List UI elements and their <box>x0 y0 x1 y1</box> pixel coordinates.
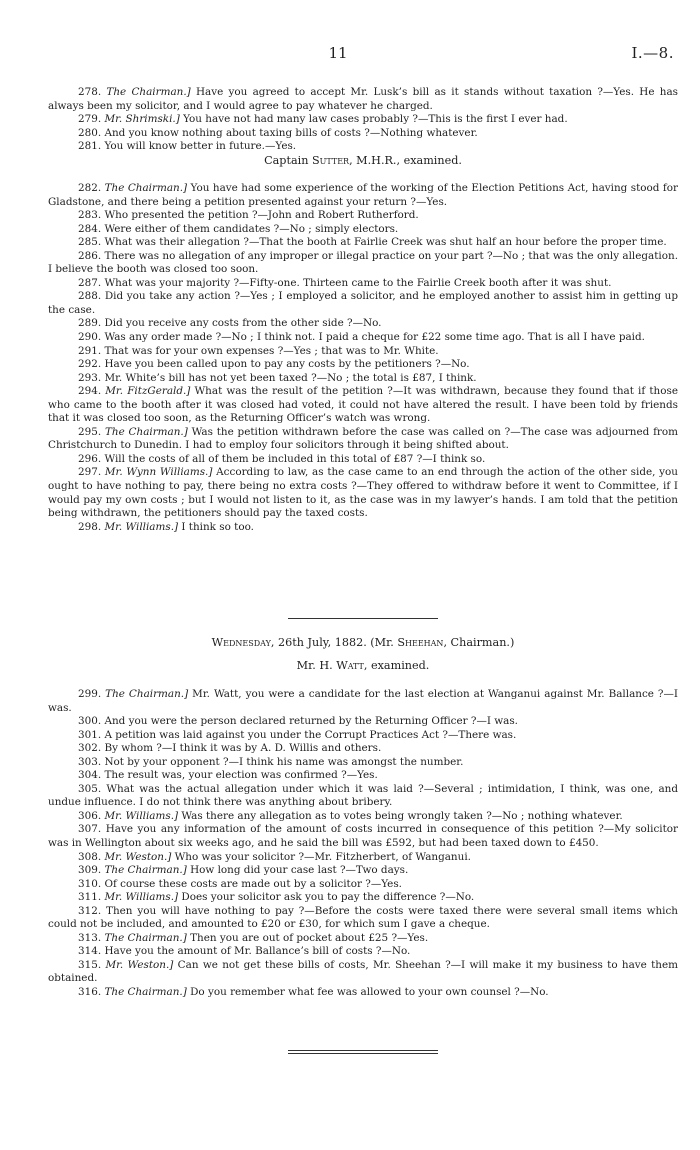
question-number: 311. <box>78 891 102 904</box>
testimony-text: How long did your case last ?—Two days. <box>186 864 409 877</box>
testimony-paragraph <box>48 688 678 715</box>
testimony-paragraph <box>48 86 678 113</box>
question-number: 309. <box>78 864 102 877</box>
testimony-paragraph <box>48 823 678 850</box>
testimony-paragraph <box>48 345 678 359</box>
testimony-paragraph <box>48 959 678 986</box>
question-number: 310. <box>78 877 102 890</box>
testimony-text: Can we not get these bills of costs, Mr. Sheehan ?—I will make it my business to have them obtained. <box>48 958 678 985</box>
testimony-paragraph <box>48 783 678 810</box>
testimony-paragraph <box>48 317 678 331</box>
testimony-section-sutter <box>48 182 678 534</box>
testimony-section-lusk <box>48 86 678 154</box>
testimony-text: What was their allegation ?—That the booth at Fairlie Creek was shut half an hour before the proper time. <box>104 236 667 249</box>
testimony-paragraph <box>48 358 678 372</box>
speaker-name: Mr. Williams.] <box>104 809 179 822</box>
testimony-text: Was the petition withdrawn before the case was called on ?—The case was adjourned from Christchurch to Dunedin. I had to employ four solicitors through it being shifted about. <box>48 425 678 452</box>
testimony-paragraph <box>48 521 678 535</box>
testimony-text: Have you agreed to accept Mr. Lusk’s bill as it stands without taxation ?—Yes. He has always been my solicitor, and I would agree to pay whatever he charged. <box>48 86 678 112</box>
testimony-text: Were either of them candidates ?—No ; simply electors. <box>104 222 399 235</box>
question-number: 297. <box>78 466 102 479</box>
testimony-paragraph <box>48 986 678 1000</box>
session-date-heading: Wednesday, 26th July, 1882. (Mr. Sheehan, Chairman.) <box>211 636 515 649</box>
section-divider-end <box>48 1050 678 1054</box>
question-number: 298. <box>78 520 102 533</box>
question-number: 301. <box>78 728 102 741</box>
testimony-paragraph <box>48 372 678 386</box>
testimony-paragraph <box>48 223 678 237</box>
testimony-paragraph <box>48 905 678 932</box>
testimony-text: Will the costs of all of them be included in this total of £87 ?—I think so. <box>104 452 486 465</box>
testimony-text: That was for your own expenses ?—Yes ; that was to Mr. White. <box>104 344 439 357</box>
testimony-paragraph <box>48 756 678 770</box>
question-number: 294. <box>78 385 102 398</box>
question-number: 292. <box>78 358 102 371</box>
question-number: 286. <box>78 249 102 262</box>
speaker-name: The Chairman.] <box>104 864 187 877</box>
testimony-text: And you know nothing about taxing bills of costs ?—Nothing whatever. <box>104 126 478 139</box>
testimony-text: Did you receive any costs from the other side ?—No. <box>104 317 382 330</box>
testimony-paragraph <box>48 426 678 453</box>
speaker-name: The Chairman.] <box>104 931 187 944</box>
section-divider-1 <box>48 618 678 619</box>
divider-rule <box>288 618 438 619</box>
speaker-name: Mr. Williams.] <box>104 891 179 904</box>
testimony-text: Was any order made ?—No ; I think not. I paid a cheque for £22 some time ago. That is all I have paid. <box>104 331 645 344</box>
testimony-text: You have not had many law cases probably ?—This is the first I ever had. <box>179 113 568 126</box>
testimony-text: What was the actual allegation under which it was laid ?—Several ; intimidation, I think, was one, and undue influence. I do not think there was anything about bribery. <box>48 782 678 809</box>
testimony-paragraph <box>48 891 678 905</box>
testimony-paragraph <box>48 769 678 783</box>
page-number: 11 <box>328 44 348 62</box>
testimony-paragraph <box>48 864 678 878</box>
question-number: 300. <box>78 715 102 728</box>
question-number: 291. <box>78 344 102 357</box>
testimony-text: Then you will have nothing to pay ?—Before the costs were taxed there were several small items which could not be included, and amounted to £20 or £30, for which sum I gave a cheque. <box>48 904 678 931</box>
testimony-paragraph <box>48 742 678 756</box>
testimony-paragraph <box>48 277 678 291</box>
question-number: 285. <box>78 236 102 249</box>
heading-session <box>48 636 678 650</box>
page-header <box>0 44 700 66</box>
testimony-paragraph <box>48 113 678 127</box>
testimony-text: Do you remember what fee was allowed to your own counsel ?—No. <box>186 986 549 999</box>
testimony-paragraph <box>48 127 678 141</box>
speaker-name: The Chairman.] <box>104 986 187 999</box>
question-number: 312. <box>78 904 102 917</box>
testimony-paragraph <box>48 209 678 223</box>
testimony-paragraph <box>48 453 678 467</box>
testimony-text: You have had some experience of the working of the Election Petitions Act, having stood for Gladstone, and there being a petition presented against your return ?—Yes. <box>48 182 678 208</box>
testimony-text: The result was, your election was confirmed ?—Yes. <box>104 769 378 782</box>
testimony-text: What was the result of the petition ?—It was withdrawn, because they found that if those who came to the booth after it was closed had voted, it could not have altered the result. I have been told by friends that it was closed too soon, as the Returning Officer’s watch was wrong. <box>48 385 678 425</box>
question-number: 293. <box>78 371 102 384</box>
testimony-text: According to law, as the case came to an end through the action of the other side, you ought to have nothing to pay, there being no extra costs ?—They offered to withdraw before it went to Committee, if I would pay my own costs ; but I would not listen to it, as the case was in my lawyer’s hands. I am told that the petition being withdrawn, the petitioners should pay the taxed costs. <box>48 466 679 520</box>
question-number: 296. <box>78 452 102 465</box>
question-number: 288. <box>78 290 102 303</box>
testimony-text: What was your majority ?—Fifty-one. Thirteen came to the Fairlie Creek booth after it was shut. <box>104 276 612 289</box>
testimony-text: By whom ?—I think it was by A. D. Willis and others. <box>104 742 382 755</box>
testimony-paragraph <box>48 331 678 345</box>
question-number: 307. <box>78 823 102 836</box>
witness-heading-watt: Mr. H. Watt, examined. <box>296 659 430 672</box>
testimony-text: And you were the person declared returned by the Returning Officer ?—I was. <box>104 715 518 728</box>
question-number: 305. <box>78 782 102 795</box>
question-number: 281. <box>78 140 102 153</box>
testimony-paragraph <box>48 236 678 250</box>
testimony-text: Who presented the petition ?—John and Robert Rutherford. <box>104 209 419 222</box>
testimony-section-watt <box>48 688 678 1000</box>
testimony-text: Mr. Watt, you were a candidate for the last election at Wanganui against Mr. Ballance ?—I was. <box>48 688 678 714</box>
question-number: 299. <box>78 688 102 700</box>
testimony-text: Who was your solicitor ?—Mr. Fitzherbert, of Wanganui. <box>171 850 471 863</box>
speaker-name: The Chairman.] <box>104 182 188 194</box>
question-number: 280. <box>78 126 102 139</box>
heading-sutter <box>48 154 678 168</box>
question-number: 303. <box>78 755 102 768</box>
question-number: 308. <box>78 850 102 863</box>
speaker-name: Mr. Weston.] <box>105 958 174 971</box>
testimony-paragraph <box>48 182 678 209</box>
testimony-text: A petition was laid against you under the Corrupt Practices Act ?—There was. <box>104 728 517 741</box>
testimony-text: Does your solicitor ask you to pay the difference ?—No. <box>178 891 475 904</box>
testimony-text: Have you been called upon to pay any costs by the petitioners ?—No. <box>104 358 470 371</box>
question-number: 314. <box>78 945 102 958</box>
speaker-name: The Chairman.] <box>106 86 191 98</box>
testimony-text: Did you take any action ?—Yes ; I employed a solicitor, and he employed another to assist him in getting up the case. <box>48 290 678 316</box>
speaker-name: Mr. Shrimski.] <box>104 113 180 126</box>
testimony-paragraph <box>48 851 678 865</box>
testimony-paragraph <box>48 878 678 892</box>
testimony-paragraph <box>48 385 678 426</box>
testimony-text: Was there any allegation as to votes being wrongly taken ?—No ; nothing whatever. <box>178 809 623 822</box>
testimony-text: Then you are out of pocket about £25 ?—Yes. <box>186 931 429 944</box>
testimony-paragraph <box>48 140 678 154</box>
witness-heading-sutter: Captain Sutter, M.H.R., examined. <box>264 154 462 167</box>
testimony-text: Have you any information of the amount of costs incurred in consequence of this petition ?—My solicitor was in Wellington about six weeks ago, and he said the bill was £592, but had been taxed down to £450. <box>48 823 678 850</box>
question-number: 282. <box>78 182 102 194</box>
speaker-name: Mr. Weston.] <box>104 850 172 863</box>
testimony-paragraph <box>48 810 678 824</box>
testimony-paragraph <box>48 250 678 277</box>
question-number: 290. <box>78 331 102 344</box>
question-number: 279. <box>78 113 102 126</box>
end-rule <box>288 1050 438 1054</box>
testimony-text: Not by your opponent ?—I think his name was amongst the number. <box>104 755 464 768</box>
testimony-text: I think so too. <box>178 520 254 533</box>
testimony-paragraph <box>48 715 678 729</box>
question-number: 283. <box>78 209 102 222</box>
testimony-paragraph <box>48 945 678 959</box>
speaker-name: The Chairman.] <box>105 688 189 700</box>
speaker-name: The Chairman.] <box>104 425 188 438</box>
question-number: 295. <box>78 425 102 438</box>
question-number: 306. <box>78 809 102 822</box>
testimony-paragraph <box>48 290 678 317</box>
question-number: 315. <box>78 958 102 971</box>
speaker-name: Mr. FitzGerald.] <box>105 385 191 398</box>
heading-watt <box>48 659 678 673</box>
testimony-text: There was no allegation of any improper or illegal practice on your part ?—No ; that was the only allegation. I believe the booth was closed too soon. <box>48 249 678 276</box>
testimony-paragraph <box>48 932 678 946</box>
testimony-text: Have you the amount of Mr. Ballance’s bill of costs ?—No. <box>104 945 411 958</box>
question-number: 278. <box>78 86 102 98</box>
question-number: 284. <box>78 222 102 235</box>
question-number: 287. <box>78 276 102 289</box>
testimony-text: Of course these costs are made out by a solicitor ?—Yes. <box>104 877 402 890</box>
testimony-text: Mr. White’s bill has not yet been taxed ?—No ; the total is £87, I think. <box>104 371 477 384</box>
question-number: 302. <box>78 742 102 755</box>
question-number: 289. <box>78 317 102 330</box>
question-number: 304. <box>78 769 102 782</box>
question-number: 316. <box>78 986 102 999</box>
question-number: 313. <box>78 931 102 944</box>
speaker-name: Mr. Wynn Williams.] <box>104 466 213 479</box>
testimony-paragraph <box>48 729 678 743</box>
testimony-text: You will know better in future.—Yes. <box>104 140 297 153</box>
testimony-paragraph <box>48 466 678 520</box>
speaker-name: Mr. Williams.] <box>104 520 179 533</box>
document-reference: I.—8. <box>631 44 674 62</box>
